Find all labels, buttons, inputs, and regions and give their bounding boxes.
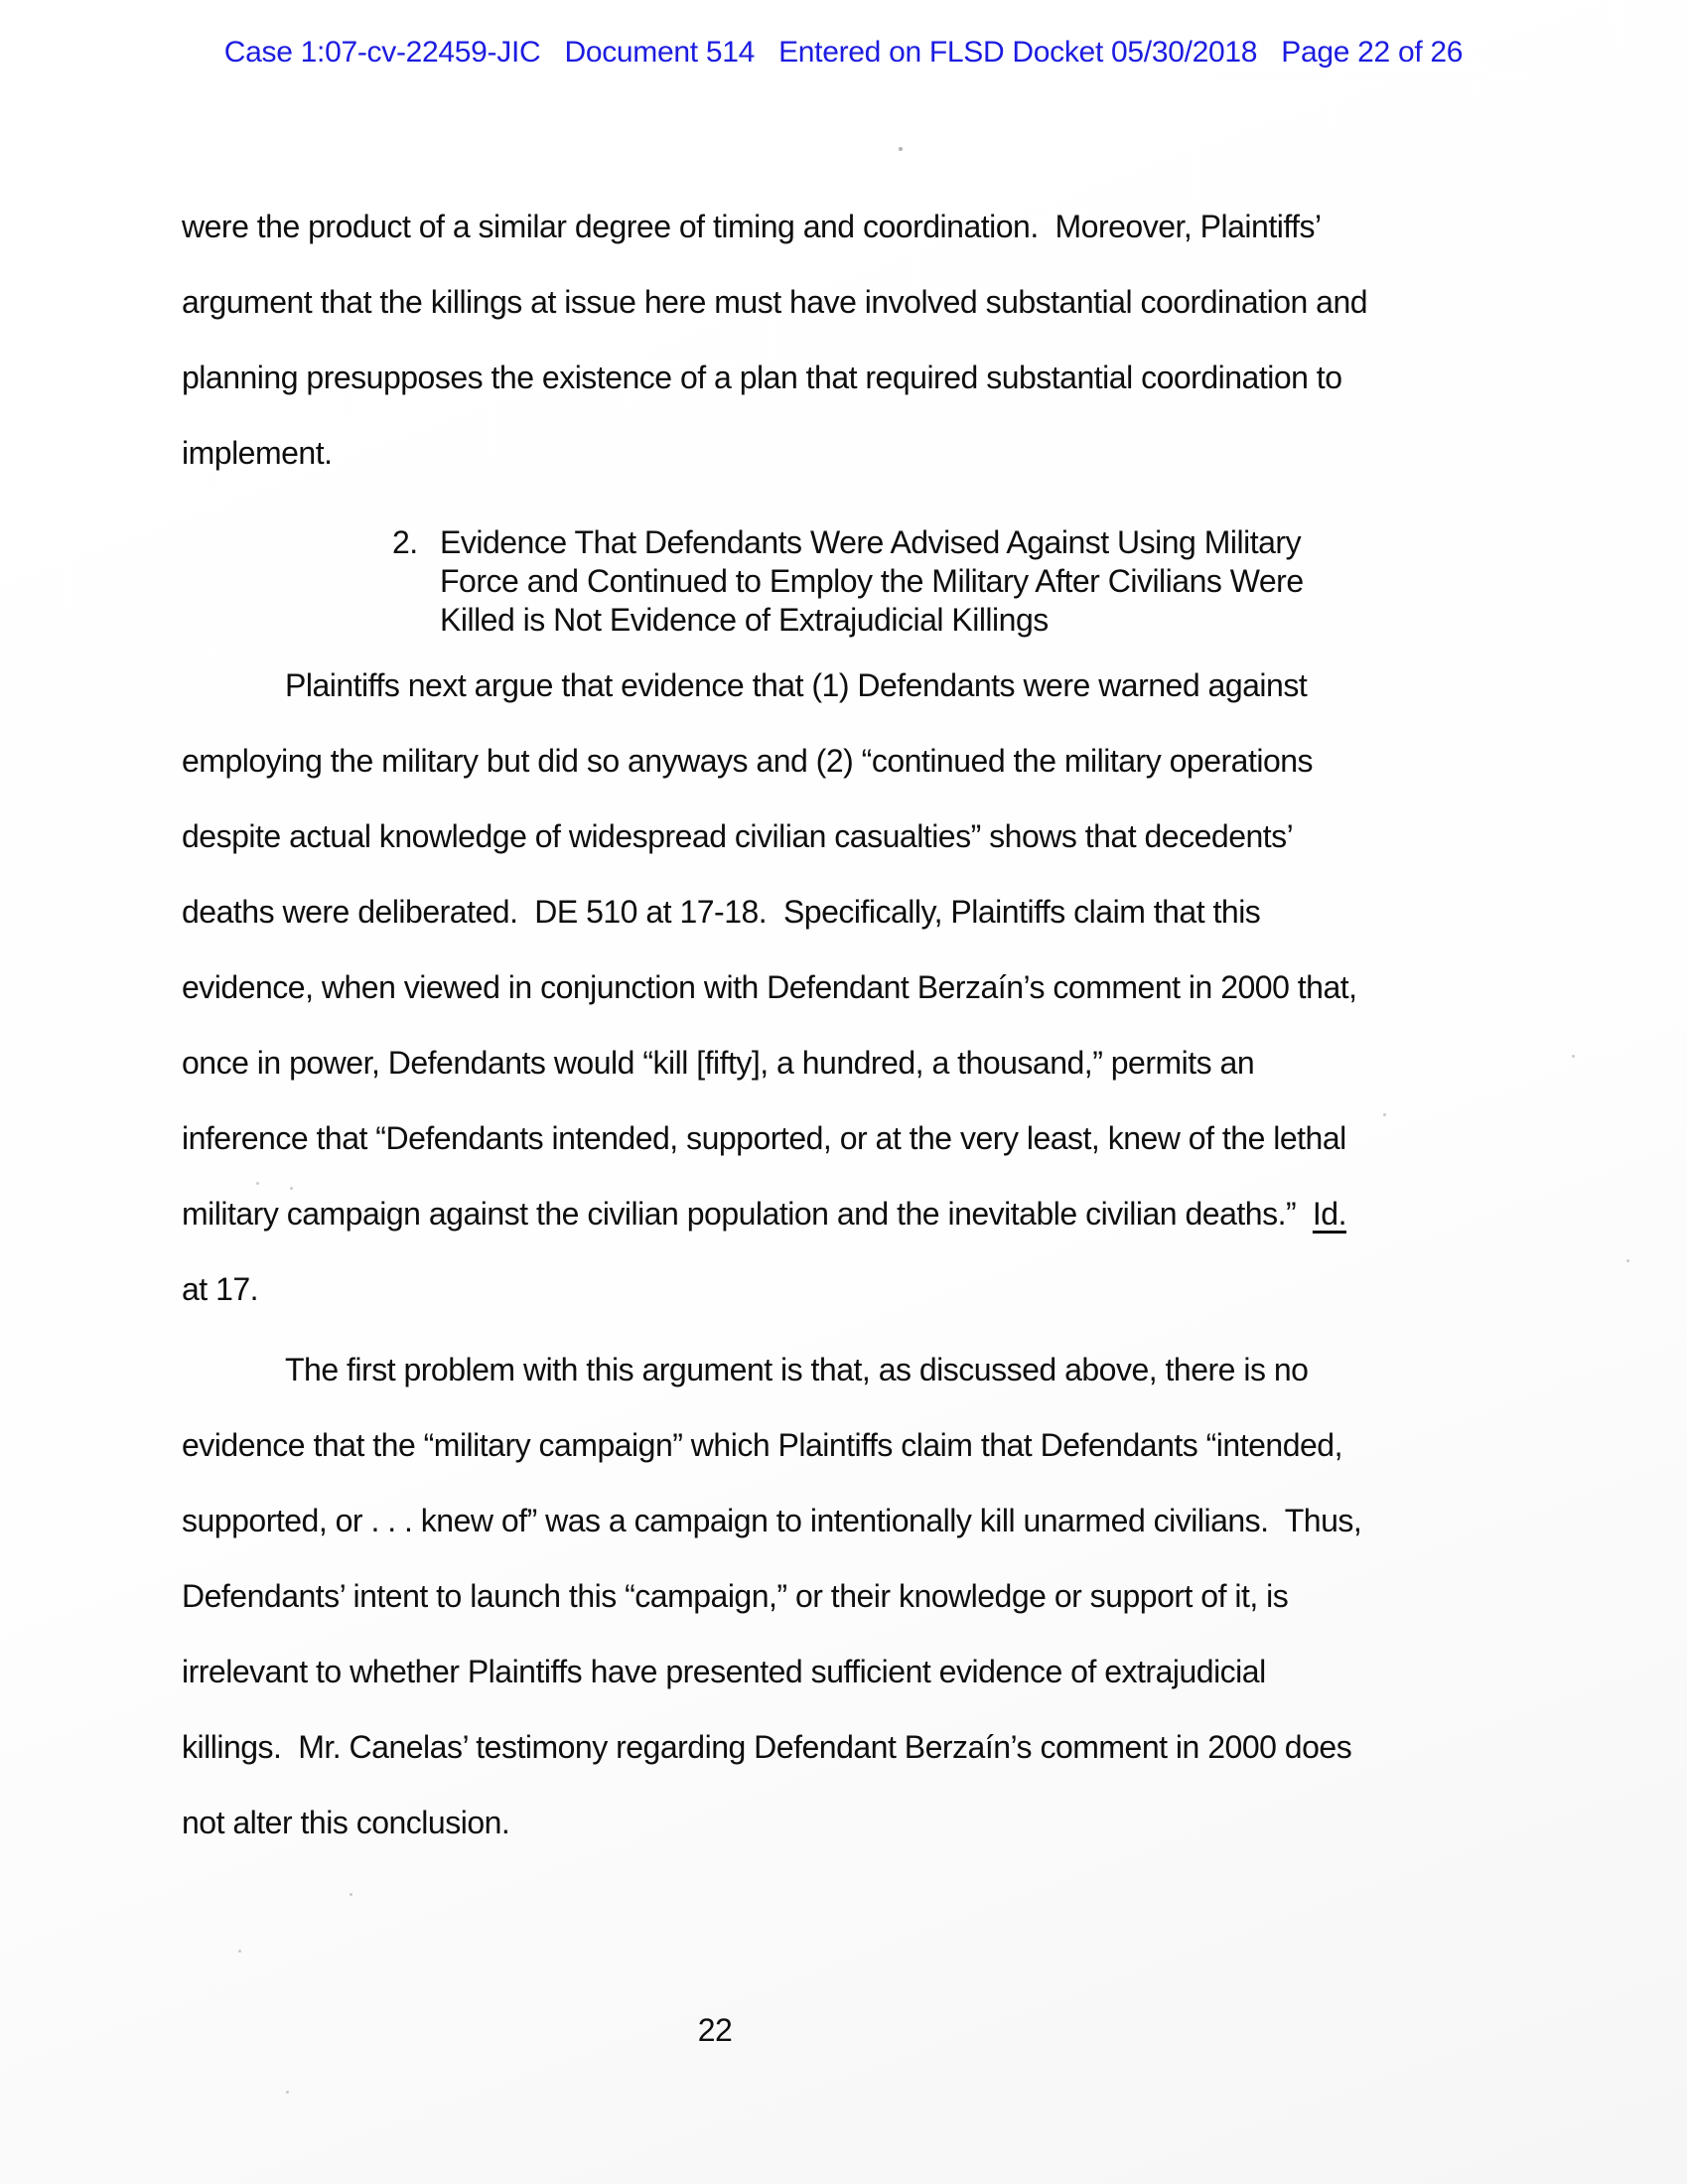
- text-segment: military campaign against the civilian population and the inevitable civilian deaths.”: [182, 1196, 1313, 1232]
- scan-speck: [238, 1950, 241, 1953]
- text-line: argument that the killings at issue here must have involved substantial coordination and: [182, 284, 1368, 320]
- text-line: evidence that the “military campaign” which Plaintiffs claim that Defendants “intended,: [182, 1427, 1342, 1463]
- text-line: Plaintiffs next argue that evidence that (1) Defendants were warned against: [285, 667, 1308, 703]
- text-line: deaths were deliberated. DE 510 at 17-18. Specifically, Plaintiffs claim that this: [182, 894, 1261, 930]
- text-line: employing the military but did so anyways and (2) “continued the military operations: [182, 743, 1314, 779]
- heading-line: Evidence That Defendants Were Advised Against Using Military: [440, 524, 1302, 560]
- section-number: 2.: [392, 524, 418, 560]
- text-line: irrelevant to whether Plaintiffs have presented sufficient evidence of extrajudicial: [182, 1654, 1266, 1689]
- section-heading-2: [392, 523, 1363, 640]
- scan-speck: [1572, 1055, 1575, 1058]
- text-line: killings. Mr. Canelas’ testimony regarding Defendant Berzaín’s comment in 2000 does: [182, 1729, 1352, 1765]
- paragraph-continuation: [182, 189, 1367, 491]
- heading-line: Force and Continued to Employ the Military After Civilians Were: [440, 563, 1304, 599]
- scan-speck: [1383, 1113, 1386, 1116]
- text-line: despite actual knowledge of widespread civilian casualties” shows that decedents’: [182, 818, 1294, 854]
- page-number: 22: [697, 2012, 733, 2048]
- scan-speck: [395, 1452, 398, 1455]
- text-line: not alter this conclusion.: [182, 1805, 510, 1840]
- text-line: supported, or . . . knew of” was a campaign to intentionally kill unarmed civilians. Thus,: [182, 1503, 1362, 1538]
- text-line: were the product of a similar degree of timing and coordination. Moreover, Plaintiffs’: [182, 209, 1322, 244]
- text-line: The first problem with this argument is that, as discussed above, there is no: [285, 1352, 1309, 1387]
- scan-speck: [290, 1187, 293, 1190]
- text-line: evidence, when viewed in conjunction with Defendant Berzaín’s comment in 2000 that,: [182, 969, 1357, 1005]
- paragraph-plaintiffs-argument: [182, 648, 1357, 1327]
- text-line: [182, 1176, 1357, 1251]
- case-citation-id: Id.: [1312, 1196, 1346, 1232]
- text-line: implement.: [182, 435, 333, 471]
- scan-speck: [350, 1893, 352, 1896]
- paragraph-first-problem: [182, 1332, 1361, 1860]
- text-line: inference that “Defendants intended, supported, or at the very least, knew of the lethal: [182, 1120, 1346, 1156]
- heading-line: Killed is Not Evidence of Extrajudicial Killings: [440, 602, 1049, 638]
- scan-speck: [1626, 1259, 1629, 1262]
- scan-speck: [286, 2091, 289, 2094]
- scan-speck: [256, 1182, 259, 1185]
- text-line: Defendants’ intent to launch this “campaign,” or their knowledge or support of it, is: [182, 1578, 1289, 1614]
- text-line: once in power, Defendants would “kill [fifty], a hundred, a thousand,” permits an: [182, 1045, 1255, 1081]
- text-line: at 17.: [182, 1271, 259, 1307]
- scan-speck: [899, 147, 903, 151]
- text-line: planning presupposes the existence of a plan that required substantial coordination to: [182, 360, 1342, 395]
- cmecf-docket-stamp: Case 1:07-cv-22459-JIC Document 514 Entered on FLSD Docket 05/30/2018 Page 22 of 26: [223, 36, 1464, 69]
